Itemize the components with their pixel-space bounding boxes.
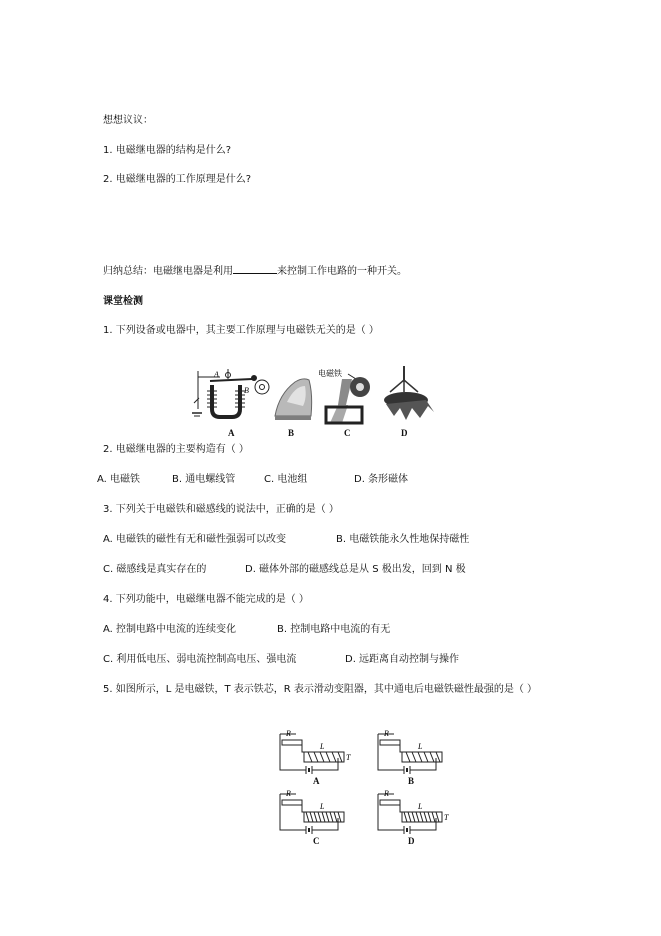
- q3-option-c: C. 磁感线是真实存在的: [103, 564, 207, 575]
- summary-line: [103, 264, 407, 278]
- q4-option-b: B. 控制电路中电流的有无: [277, 624, 391, 635]
- crane-label: 电磁铁: [318, 369, 342, 378]
- discussion-question-2: 2. 电磁继电器的工作原理是什么?: [103, 174, 252, 185]
- circuit-b-l: L: [418, 742, 423, 751]
- summary-prefix: 归纳总结：电磁继电器是利用: [103, 266, 233, 277]
- circuit-figure-a: [276, 728, 356, 780]
- q1-label-a: A: [228, 428, 235, 438]
- q4-option-a: A. 控制电路中电流的连续变化: [103, 624, 237, 635]
- question-5-stem: 5. 如图所示，L 是电磁铁，T 表示铁芯，R 表示滑动变阻器，其中通电后电磁铁磁性最强的是（ ）: [103, 684, 538, 695]
- question-2-stem: 2. 电磁继电器的主要构造有（ ）: [103, 444, 249, 455]
- q2-option-b: B. 通电螺线管: [172, 474, 236, 485]
- circuit-figure-c: [276, 788, 356, 840]
- discussion-question-1: 1. 电磁继电器的结构是什么?: [103, 145, 232, 156]
- q5-label-c: C: [313, 836, 320, 846]
- relay-label-a: A: [214, 370, 219, 379]
- question-4-stem: 4. 下列功能中，电磁继电器不能完成的是（ ）: [103, 594, 309, 605]
- q3-option-a: A. 电磁铁的磁性有无和磁性强弱可以改变: [103, 534, 287, 545]
- q1-label-d: D: [401, 428, 408, 438]
- circuit-d-r: R: [384, 789, 389, 798]
- q1-label-b: B: [288, 428, 295, 438]
- question-3-stem: 3. 下列关于电磁铁和磁感线的说法中，正确的是（ ）: [103, 504, 339, 515]
- section-title: 课堂检测: [103, 296, 143, 307]
- q1-label-c: C: [344, 428, 351, 438]
- circuit-figure-d: [374, 788, 454, 840]
- q2-option-a: A. 电磁铁: [97, 474, 141, 485]
- circuit-figure-b: [374, 728, 454, 780]
- summary-suffix: 来控制工作电路的一种开关。: [277, 266, 407, 277]
- circuit-d-t: T: [444, 813, 449, 822]
- summary-blank: [233, 264, 277, 274]
- circuit-a-l: L: [320, 742, 325, 751]
- question-1-stem: 1. 下列设备或电器中，其主要工作原理与电磁铁无关的是（ ）: [103, 325, 379, 336]
- q2-option-c: C. 电池组: [264, 474, 308, 485]
- relay-figure: [190, 365, 270, 423]
- scrap-crane-figure: [382, 366, 438, 424]
- q3-option-d: D. 磁体外部的磁感线总是从 S 极出发，回到 N 极: [245, 564, 466, 575]
- q2-option-d: D. 条形磁体: [354, 474, 409, 485]
- q5-label-b: B: [408, 776, 415, 786]
- circuit-b-r: R: [384, 729, 389, 738]
- crane-figure: [318, 365, 376, 425]
- q5-label-d: D: [408, 836, 415, 846]
- circuit-c-r: R: [286, 789, 291, 798]
- q3-option-b: B. 电磁铁能永久性地保持磁性: [336, 534, 470, 545]
- discussion-heading: 想想议议：: [103, 115, 153, 126]
- circuit-a-r: R: [286, 729, 291, 738]
- circuit-d-l: L: [418, 802, 423, 811]
- q5-label-a: A: [313, 776, 320, 786]
- circuit-a-t: T: [346, 753, 351, 762]
- q4-option-d: D. 远距离自动控制与操作: [345, 654, 460, 665]
- relay-label-b: B: [244, 386, 249, 395]
- iron-figure: [273, 374, 315, 424]
- q4-option-c: C. 利用低电压、弱电流控制高电压、强电流: [103, 654, 297, 665]
- circuit-c-l: L: [320, 802, 325, 811]
